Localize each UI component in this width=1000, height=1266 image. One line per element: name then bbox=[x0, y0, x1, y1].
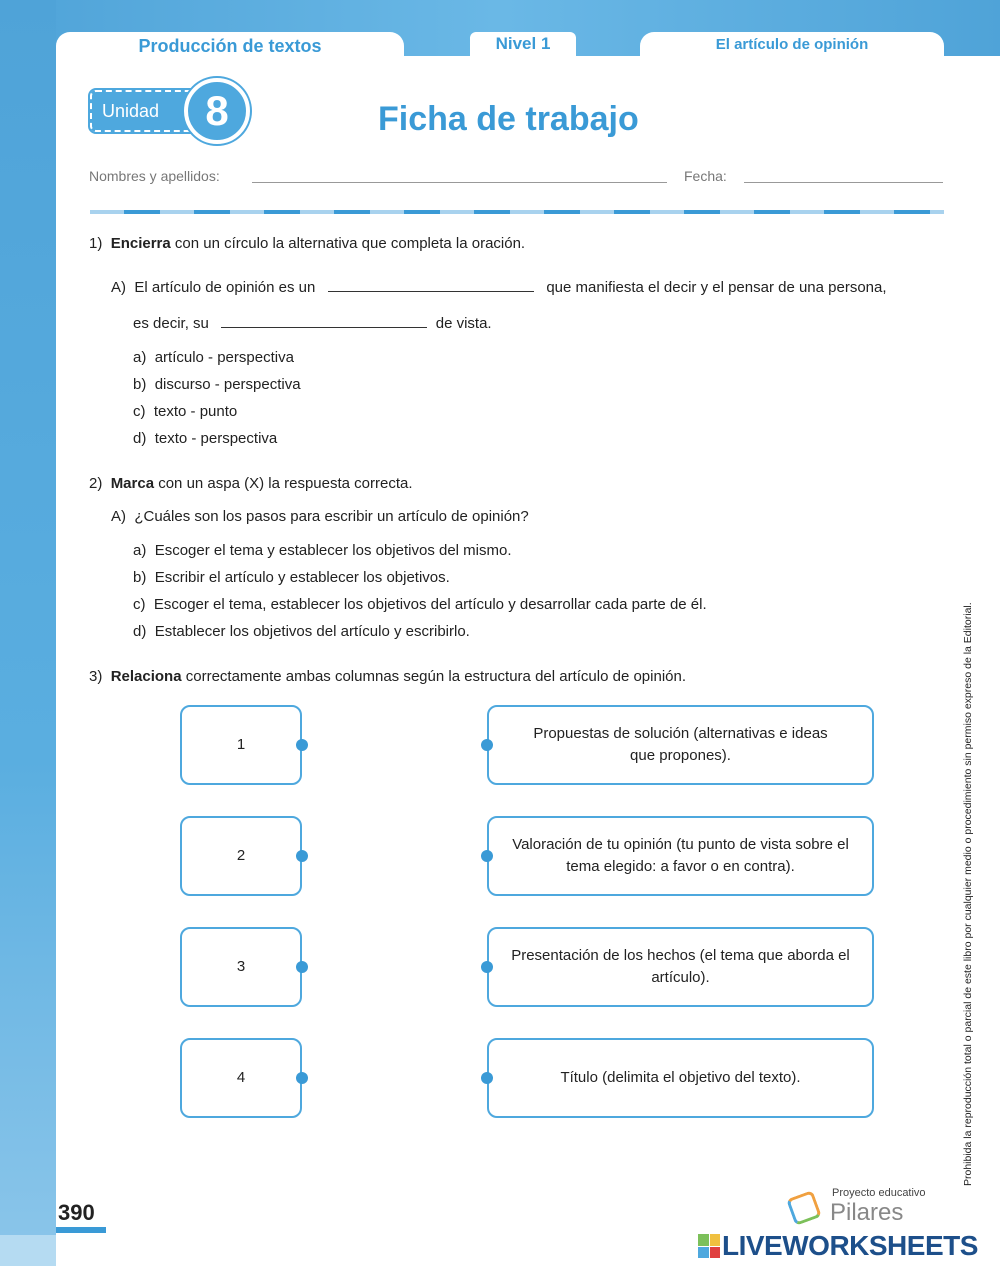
connector-dot[interactable] bbox=[481, 850, 493, 862]
left-box-4[interactable]: 4 bbox=[180, 1038, 302, 1118]
brand-name: Pilares bbox=[830, 1199, 904, 1226]
left-band bbox=[0, 0, 56, 1266]
date-field[interactable] bbox=[744, 182, 943, 183]
divider bbox=[90, 210, 944, 214]
connector-dot[interactable] bbox=[481, 1072, 493, 1084]
q1-sentence-2: es decir, su de vista. bbox=[133, 315, 492, 332]
q2-heading: 2) Marca con un aspa (X) la respuesta correcta. bbox=[89, 475, 413, 492]
q1-heading: 1) Encierra con un círculo la alternativa que completa la oración. bbox=[89, 235, 526, 252]
right-box-4[interactable]: Título (delimita el objetivo del texto). bbox=[487, 1038, 874, 1118]
unit-badge: Unidad bbox=[90, 90, 200, 132]
connector-dot[interactable] bbox=[296, 739, 308, 751]
tab-tema: El artículo de opinión bbox=[640, 32, 944, 58]
liveworksheets-icon bbox=[698, 1234, 720, 1258]
right-box-1[interactable]: Propuestas de solución (alternativas e ideas que propones). bbox=[487, 705, 874, 785]
name-field[interactable] bbox=[252, 182, 667, 183]
left-box-2[interactable]: 2 bbox=[180, 816, 302, 896]
option[interactable]: b) discurso - perspectiva bbox=[133, 376, 301, 393]
brand-tagline: Proyecto educativo bbox=[832, 1187, 926, 1199]
blank-1[interactable] bbox=[328, 278, 534, 292]
connector-dot[interactable] bbox=[481, 739, 493, 751]
option[interactable]: a) artículo - perspectiva bbox=[133, 349, 294, 366]
name-label: Nombres y apellidos: bbox=[89, 168, 220, 184]
left-box-3[interactable]: 3 bbox=[180, 927, 302, 1007]
option[interactable]: c) texto - punto bbox=[133, 403, 238, 420]
option[interactable]: c) Escoger el tema, establecer los objetivos del artículo y desarrollar cada parte de él. bbox=[133, 596, 707, 613]
right-box-2[interactable]: Valoración de tu opinión (tu punto de vista sobre el tema elegido: a favor o en contra). bbox=[487, 816, 874, 896]
right-box-3[interactable]: Presentación de los hechos (el tema que aborda el artículo). bbox=[487, 927, 874, 1007]
option[interactable]: a) Escoger el tema y establecer los objetivos del mismo. bbox=[133, 542, 512, 559]
page-number-underline bbox=[56, 1227, 106, 1233]
blank-2[interactable] bbox=[221, 314, 427, 328]
page-number: 390 bbox=[58, 1200, 95, 1225]
connector-dot[interactable] bbox=[481, 961, 493, 973]
copyright-note: Prohibida la reproducción total o parcial de este libro por cualquier medio o procedimiento sin permiso expreso de la Editorial. bbox=[962, 602, 974, 1186]
left-box-1[interactable]: 1 bbox=[180, 705, 302, 785]
q2-question: A) ¿Cuáles son los pasos para escribir un artículo de opinión? bbox=[111, 508, 529, 525]
q3-heading: 3) Relaciona correctamente ambas columnas según la estructura del artículo de opinión. bbox=[89, 668, 687, 685]
option[interactable]: b) Escribir el artículo y establecer los objetivos. bbox=[133, 569, 450, 586]
tab-nivel: Nivel 1 bbox=[470, 32, 576, 58]
connector-dot[interactable] bbox=[296, 850, 308, 862]
q2-options bbox=[133, 537, 707, 645]
connector-dot[interactable] bbox=[296, 1072, 308, 1084]
liveworksheets-watermark: LIVEWORKSHEETS bbox=[722, 1230, 978, 1261]
option[interactable]: d) texto - perspectiva bbox=[133, 430, 278, 447]
unit-number: 8 bbox=[184, 78, 250, 144]
tab-produccion: Producción de textos bbox=[56, 32, 404, 58]
page-title: Ficha de trabajo bbox=[378, 100, 639, 138]
q1-sentence-1: A) El artículo de opinión es un que manifiesta el decir y el pensar de una persona, bbox=[111, 279, 887, 296]
connector-dot[interactable] bbox=[296, 961, 308, 973]
date-label: Fecha: bbox=[684, 168, 727, 184]
q1-options bbox=[133, 344, 301, 452]
option[interactable]: d) Establecer los objetivos del artículo y escribirlo. bbox=[133, 623, 470, 640]
